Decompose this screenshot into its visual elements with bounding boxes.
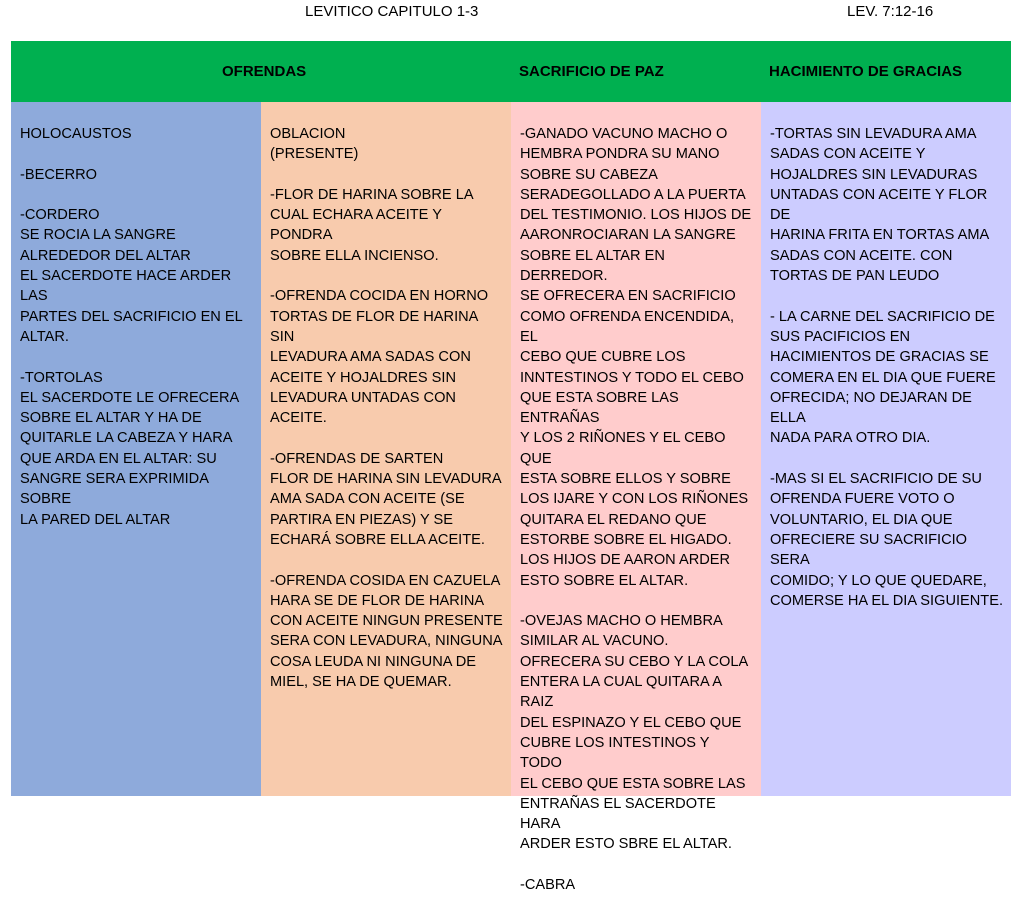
- document-title: LEVITICO CAPITULO 1-3: [305, 3, 479, 20]
- sacrificio-de-paz-text: -GANADO VACUNO MACHO O HEMBRA PONDRA SU MANO SOBRE SU CABEZA SERADEGOLLADO A LA PUERTA DEL TESTIMONIO. LOS HIJOS DE AARONROCIARAN LA SANGRE SOBRE EL ALTAR EN DERREDOR. SE OFRECERA EN SACRIFICIO COMO OFRENDA ENCENDIDA, EL CEBO QUE CUBRE LOS INNTESTINOS Y TODO EL CEBO QUE ESTA SOBRE LAS ENTRAÑAS Y LOS 2 RIÑONES Y EL CEBO QUE ESTA SOBRE ELLOS Y SOBRE LOS IJARE Y CON LOS RIÑONES QUITARA EL REDANO QUE ESTORBE SOBRE EL HIGADO. LOS HIJOS DE AARON ARDER ESTO SOBRE EL ALTAR. -OVEJAS MACHO O HEMBRA SIMILAR AL VACUNO. OFRECERA SU CEBO Y LA COLA ENTERA LA CUAL QUITARA A RAIZ DEL ESPINAZO Y EL CEBO QUE CUBRE LOS INTESTINOS Y TODO EL CEBO QUE ESTA SOBRE LAS ENTRAÑAS EL SACERDOTE HARA ARDER ESTO SBRE EL ALTAR. -CABRA: [520, 126, 752, 893]
- table-header-row: [11, 41, 1011, 102]
- column-holocaustos: [11, 102, 261, 796]
- column-hacimiento-de-gracias: [761, 102, 1011, 796]
- header-hacimiento-de-gracias: HACIMIENTO DE GRACIAS: [769, 63, 963, 80]
- column-oblacion: [261, 102, 511, 796]
- column-sacrificio-de-paz: [511, 102, 761, 893]
- holocaustos-text: HOLOCAUSTOS -BECERRO -CORDERO SE ROCIA LA SANGRE ALREDEDOR DEL ALTAR EL SACERDOTE HACE ARDER LAS PARTES DEL SACRIFICIO EN EL ALTAR. -TORTOLAS EL SACERDOTE LE OFRECERA SOBRE EL ALTAR Y HA DE QUITARLE LA CABEZA Y HARA QUE ARDA EN EL ALTAR: SU SANGRE SERA EXPRIMIDA SOBRE LA PARED DEL ALTAR: [20, 126, 243, 528]
- scripture-reference: LEV. 7:12-16: [847, 3, 934, 20]
- header-ofrendas: OFRENDAS: [222, 63, 307, 80]
- hacimiento-de-gracias-text: -TORTAS SIN LEVADURA AMA SADAS CON ACEITE Y HOJALDRES SIN LEVADURAS UNTADAS CON ACEITE Y FLOR DE HARINA FRITA EN TORTAS AMA SADAS CON ACEITE. CON TORTAS DE PAN LEUDO - LA CARNE DEL SACRIFICIO DE SUS PACIFICIOS EN HACIMIENTOS DE GRACIAS SE COMERA EN EL DIA QUE FUERE OFRECIDA; NO DEJARAN DE ELLA NADA PARA OTRO DIA. -MAS SI EL SACRIFICIO DE SU OFRENDA FUERE VOTO O VOLUNTARIO, EL DIA QUE OFRECIERE SU SACRIFICIO SERA COMIDO; Y LO QUE QUEDARE, COMERSE HA EL DIA SIGUIENTE.: [770, 126, 1004, 609]
- oblacion-text: OBLACION (PRESENTE) -FLOR DE HARINA SOBRE LA CUAL ECHARA ACEITE Y PONDRA SOBRE ELLA INCIENSO. -OFRENDA COCIDA EN HORNO TORTAS DE FLOR DE HARINA SIN LEVADURA AMA SADAS CON ACEITE Y HOJALDRES SIN LEVADURA UNTADAS CON ACEITE. -OFRENDAS DE SARTEN FLOR DE HARINA SIN LEVADURA AMA SADA CON ACEITE (SE PARTIRA EN PIEZAS) Y SE ECHARÁ SOBRE ELLA ACEITE. -OFRENDA COSIDA EN CAZUELA HARA SE DE FLOR DE HARINA CON ACEITE NINGUN PRESENTE SERA CON LEVADURA, NINGUNA COSA LEUDA NI NINGUNA DE MIEL, SE HA DE QUEMAR.: [270, 126, 503, 691]
- offerings-table: [11, 41, 1011, 893]
- header-sacrificio-de-paz: SACRIFICIO DE PAZ: [519, 63, 664, 80]
